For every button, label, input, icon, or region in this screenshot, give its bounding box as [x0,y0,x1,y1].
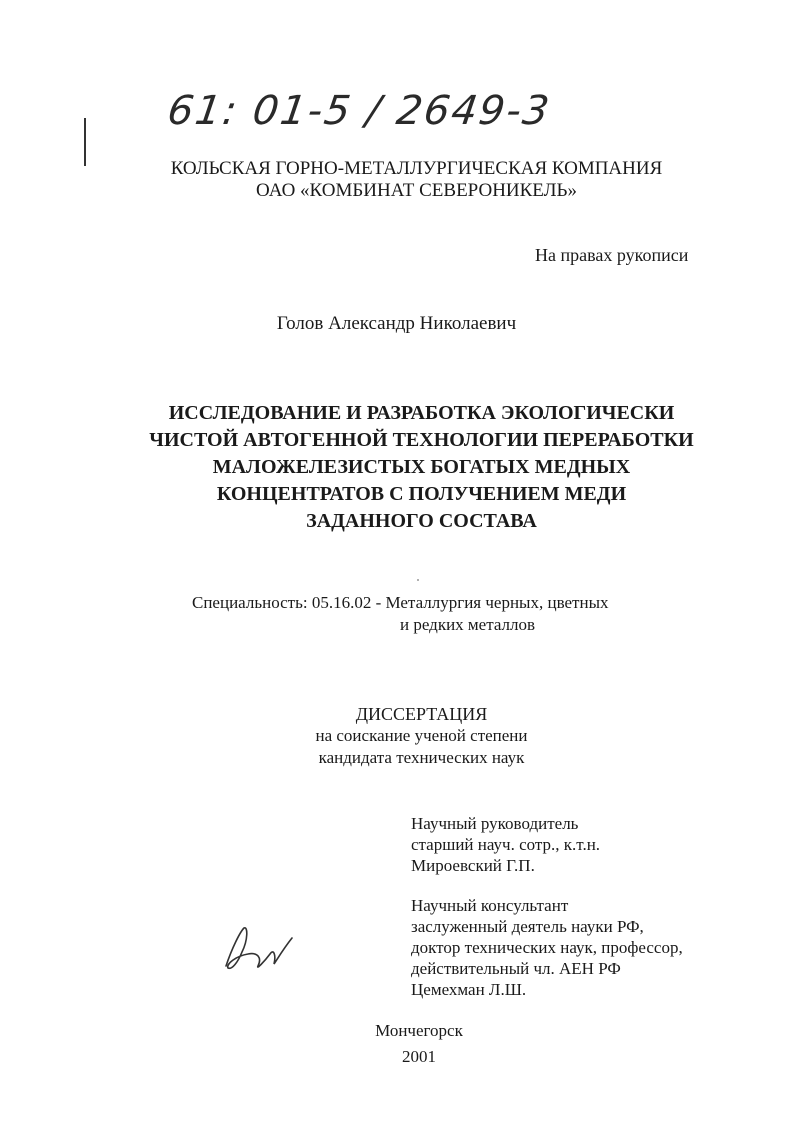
consultant-role: Научный консультант [411,896,569,915]
plant-name: ОАО «КОМБИНАТ СЕВЕРОНИКЕЛЬ» [256,180,577,201]
signature-mark [218,918,298,978]
consultant-block [411,895,683,1000]
supervisor-role: Научный руководитель [411,814,579,833]
archive-code: 61: 01-5 / 2649-3 [164,88,554,134]
manuscript-note: На правах рукописи [535,245,689,265]
author-name: Голов Александр Николаевич [276,313,517,334]
title-line: КОНЦЕНТРАТОВ С ПОЛУЧЕНИЕМ МЕДИ [216,483,627,505]
place: Мончегорск [375,1021,463,1040]
specialty-block [192,592,609,636]
degree-line-2: кандидата технических наук [318,748,525,767]
company-name: КОЛЬСКАЯ ГОРНО-МЕТАЛЛУРГИЧЕСКАЯ КОМПАНИЯ [170,158,663,179]
place-year-block [0,1018,793,1070]
title-line: ЧИСТОЙ АВТОГЕННОЙ ТЕХНОЛОГИИ ПЕРЕРАБОТКИ [149,429,694,451]
dissertation-block [0,703,793,769]
consultant-title-3: действительный чл. АЕН РФ [411,959,621,978]
supervisor-name: Мироевский Г.П. [411,856,535,875]
supervisor-block [411,813,600,876]
organization-header [0,158,793,202]
dissertation-heading: ДИССЕРТАЦИЯ [355,704,488,724]
consultant-title-1: заслуженный деятель науки РФ, [411,917,644,936]
supervisor-position: старший науч. сотр., к.т.н. [411,835,601,854]
scan-speck [415,577,421,583]
degree-line-1: на соискание ученой степени [315,726,528,745]
specialty-line-2: и редких металлов [400,615,536,634]
year: 2001 [402,1047,436,1066]
title-line: ЗАДАННОГО СОСТАВА [306,510,537,532]
consultant-title-2: доктор технических наук, профессор, [411,938,683,957]
title-line: МАЛОЖЕЛЕЗИСТЫХ БОГАТЫХ МЕДНЫХ [212,456,631,478]
dissertation-title [0,400,793,535]
title-line: ИССЛЕДОВАНИЕ И РАЗРАБОТКА ЭКОЛОГИЧЕСКИ [168,402,675,424]
specialty-line-1: Специальность: 05.16.02 - Металлургия черных, цветных [192,593,609,612]
consultant-name: Цемехман Л.Ш. [411,980,527,999]
